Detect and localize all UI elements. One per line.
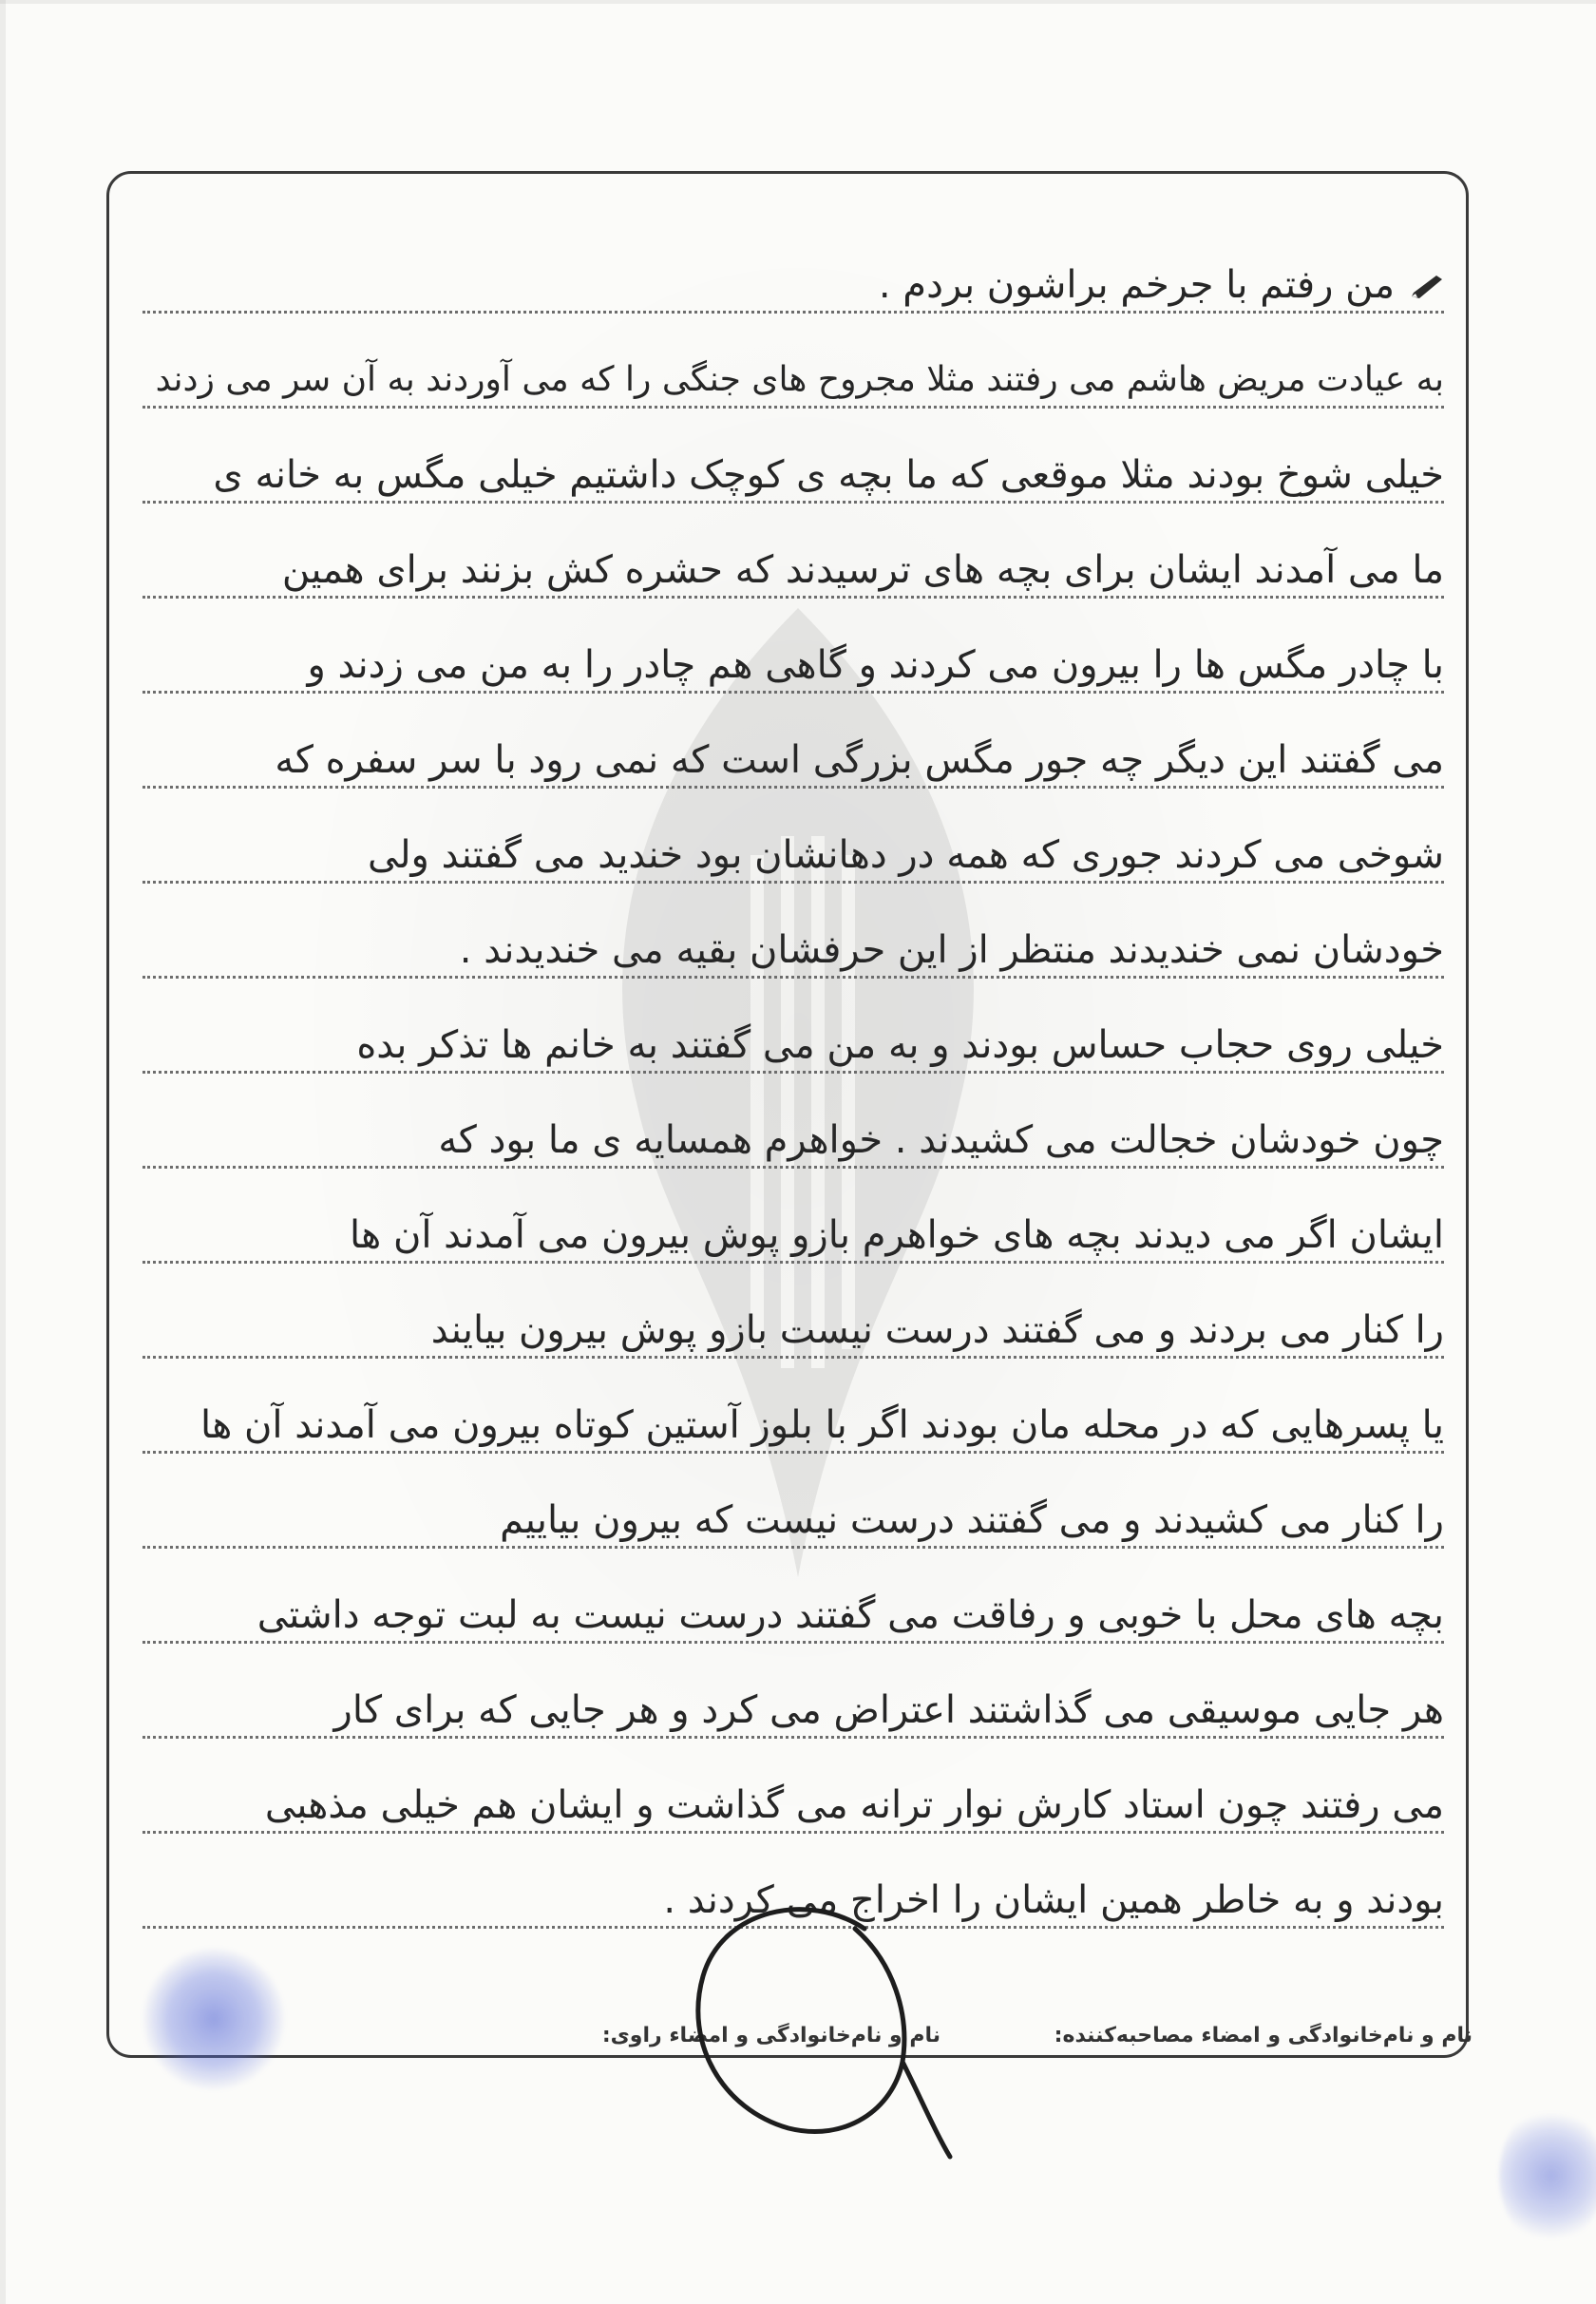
text-line-1 [142,228,1444,323]
text-line-content: می گفتند این دیگر چه جور مگس بزرگی است که نمی رود با سر سفره که [275,738,1444,782]
interviewer-signature-label: نام و نام‌خانوادگی و امضاء مصاحبه‌کننده: [1054,2024,1472,2047]
dotted-rule [142,1451,1444,1454]
dotted-rule [142,976,1444,979]
scan-edge-top [0,0,1596,4]
dotted-rule [142,406,1444,409]
text-line-content: چون خودشان خجالت می کشیدند . خواهرم همسایه ی ما بود که [438,1118,1444,1162]
text-line-10 [142,1083,1444,1178]
handwritten-text-area [142,228,1444,1938]
dotted-rule [142,1736,1444,1739]
dotted-rule [142,1831,1444,1834]
text-line-3 [142,418,1444,513]
ink-stamp [142,1948,285,2090]
text-line-content: شوخی می کردند جوری که همه در دهانشان بود خندید می گفتند ولی [368,833,1444,877]
text-line-content: ما می آمدند ایشان برای بچه های ترسیدند که حشره کش بزنند برای همین [281,548,1444,592]
text-line-8 [142,893,1444,988]
text-line-content: بچه های محل با خوبی و رفاقت می گفتند درست نیست به لبت توجه داشتی [256,1593,1444,1637]
dotted-rule [142,691,1444,694]
dotted-rule [142,1356,1444,1359]
dotted-rule [142,1641,1444,1644]
text-line-7 [142,798,1444,893]
dotted-rule [142,1071,1444,1074]
pen-icon [1410,274,1444,300]
dotted-rule [142,501,1444,504]
text-line-2 [142,323,1444,418]
text-line-content: من رفتم با جرخم براشون بردم . [878,263,1395,307]
text-line-content: بودند و به خاطر همین ایشان را اخراج می کردند . [663,1878,1444,1922]
dotted-rule [142,311,1444,314]
text-line-14 [142,1463,1444,1558]
text-line-13 [142,1368,1444,1463]
dotted-rule [142,881,1444,884]
dotted-rule [142,1166,1444,1169]
narrator-signature-label: نام و نام‌خانوادگی و امضاء راوی: [601,2024,940,2047]
text-line-11 [142,1178,1444,1273]
text-line-content: ایشان اگر می دیدند بچه های خواهرم بازو پوش بیرون می آمدند آن ها [349,1213,1444,1257]
text-line-content: خیلی شوخ بودند مثلا موقعی که ما بچه ی کوچک داشتیم خیلی مگس به خانه ی [213,453,1444,497]
text-line-content: می رفتند چون استاد کارش نوار ترانه می گذاشت و ایشان هم خیلی مذهبی [264,1783,1444,1827]
text-line-content: خیلی روی حجاب حساس بودند و به من می گفتند به خانم ها تذکر بده [356,1023,1444,1067]
text-line-17 [142,1748,1444,1843]
text-line-5 [142,608,1444,703]
handwritten-signature [665,1872,988,2166]
text-line-9 [142,988,1444,1083]
text-line-content: یا پسرهایی که در محله مان بودند اگر با بلوز آستین کوتاه بیرون می آمدند آن ها [200,1403,1444,1447]
text-line-content: با چادر مگس ها را بیرون می کردند و گاهی هم چادر را به من می زدند و [307,643,1444,687]
dotted-rule [142,1546,1444,1549]
text-line-content: را کنار می کشیدند و می گفتند درست نیست که بیرون بیاییم [500,1498,1444,1542]
text-line-12 [142,1273,1444,1368]
text-line-content: به عیادت مریض هاشم می رفتند مثلا مجروح های جنگی را که می آوردند به آن سر می زدند [155,360,1444,399]
text-line-6 [142,703,1444,798]
ink-stamp [1499,2104,1596,2247]
dotted-rule [142,596,1444,599]
text-line-content: خودشان نمی خندیدند منتظر از این حرفشان بقیه می خندیدند . [459,928,1444,972]
text-line-15 [142,1558,1444,1653]
scan-edge-left [0,0,6,2304]
text-line-4 [142,513,1444,608]
dotted-rule [142,786,1444,789]
text-line-content: هر جایی موسیقی می گذاشتند اعتراض می کرد و هر جایی که برای کار [333,1688,1444,1732]
text-line-16 [142,1653,1444,1748]
dotted-rule [142,1261,1444,1264]
text-line-content: را کنار می بردند و می گفتند درست نیست بازو پوش بیرون بیایند [430,1308,1444,1352]
